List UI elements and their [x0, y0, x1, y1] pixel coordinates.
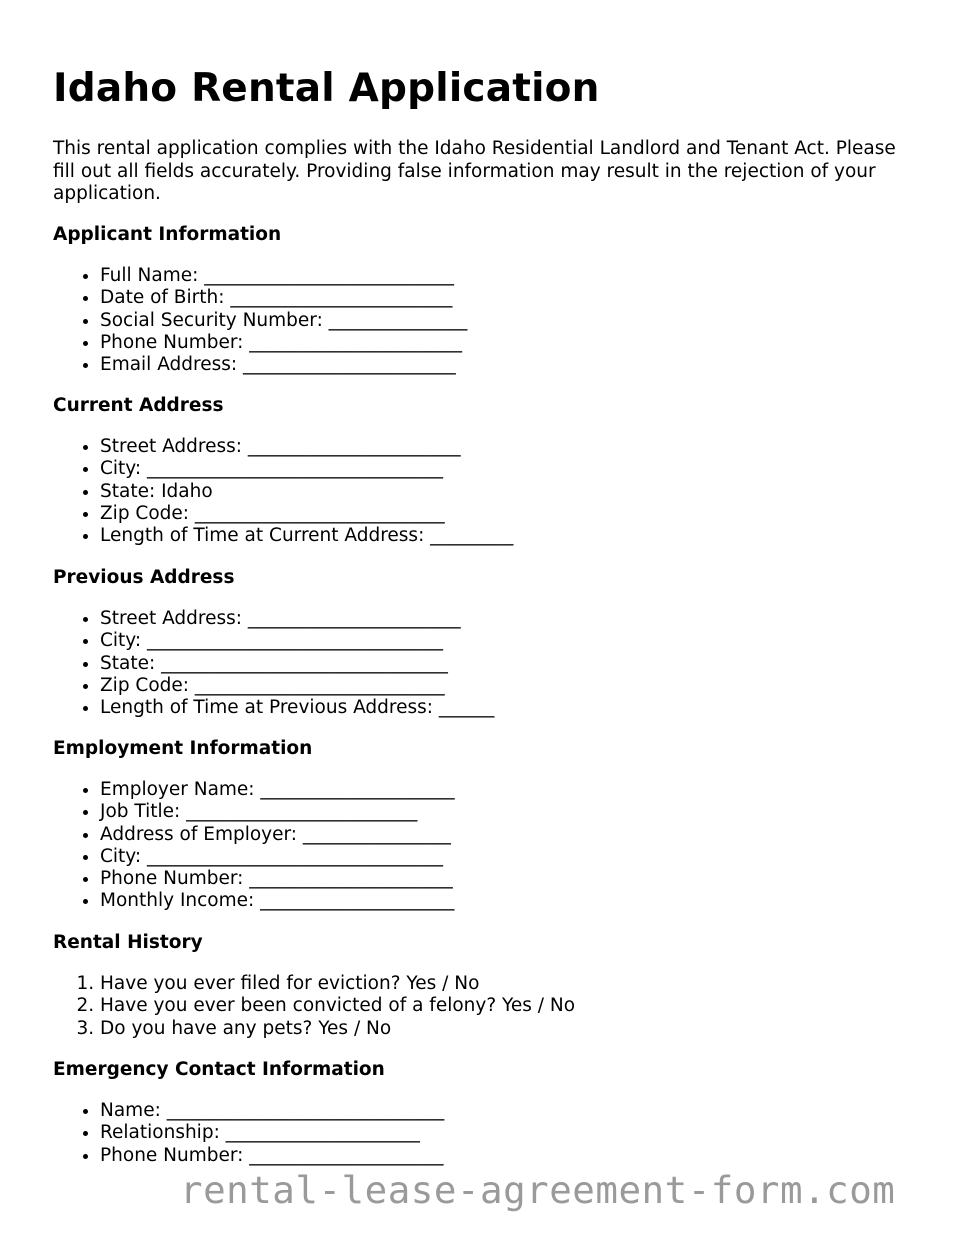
field-ssn: • Social Security Number: _______________ [100, 310, 913, 332]
field-zip-code: • Zip Code: ___________________________ [100, 503, 913, 525]
section-heading: Employment Information [53, 738, 313, 759]
watermark: rental-lease-agreement-form.com [180, 1168, 896, 1212]
field-name: • Name: ______________________________ [100, 1100, 913, 1122]
section-heading: Current Address [53, 395, 224, 416]
field-length-of-time: • Length of Time at Current Address: _________ [100, 525, 913, 547]
field-employer-name: • Employer Name: _____________________ [100, 779, 913, 801]
field-phone-number: • Phone Number: _____________________ [100, 1145, 913, 1167]
field-list [53, 779, 913, 913]
field-email-address: • Email Address: _______________________ [100, 354, 913, 376]
section-applicant-information [53, 224, 913, 376]
question-eviction: 1. Have you ever filed for eviction? Yes / No [100, 973, 913, 995]
field-relationship: • Relationship: _____________________ [100, 1122, 913, 1144]
section-heading: Emergency Contact Information [53, 1059, 385, 1080]
field-state: • State: _______________________________ [100, 653, 913, 675]
field-length-of-time: • Length of Time at Previous Address: ______ [100, 697, 913, 719]
field-phone-number: • Phone Number: ______________________ [100, 868, 913, 890]
question-pets: 3. Do you have any pets? Yes / No [100, 1018, 913, 1040]
section-heading: Applicant Information [53, 224, 282, 245]
question-felony: 2. Have you ever been convicted of a felony? Yes / No [100, 995, 913, 1017]
section-employment-information [53, 738, 913, 913]
field-job-title: • Job Title: _________________________ [100, 801, 913, 823]
section-previous-address [53, 567, 913, 719]
question-list [53, 973, 913, 1040]
field-street-address: • Street Address: _______________________ [100, 436, 913, 458]
section-heading: Rental History [53, 932, 203, 953]
section-current-address [53, 395, 913, 547]
field-employer-address: • Address of Employer: ________________ [100, 824, 913, 846]
section-rental-history [53, 932, 913, 1040]
page-title: Idaho Rental Application [53, 66, 600, 111]
field-city: • City: ________________________________ [100, 458, 913, 480]
field-state: • State: Idaho [100, 481, 913, 503]
section-emergency-contact [53, 1059, 913, 1167]
field-list [53, 436, 913, 547]
intro-paragraph: This rental application complies with the Idaho Residential Landlord and Tenant Act. Please fill out all fields accurately. Providing false information may result in the rejection of your application. [53, 138, 896, 204]
field-list [53, 1100, 913, 1167]
field-date-of-birth: • Date of Birth: ________________________ [100, 287, 913, 309]
field-list [53, 608, 913, 719]
section-heading: Previous Address [53, 567, 235, 588]
field-city: • City: ________________________________ [100, 846, 913, 868]
field-phone-number: • Phone Number: _______________________ [100, 332, 913, 354]
field-street-address: • Street Address: _______________________ [100, 608, 913, 630]
field-list [53, 265, 913, 376]
field-full-name: • Full Name: ___________________________ [100, 265, 913, 287]
field-city: • City: ________________________________ [100, 630, 913, 652]
field-monthly-income: • Monthly Income: _____________________ [100, 890, 913, 912]
field-zip-code: • Zip Code: ___________________________ [100, 675, 913, 697]
